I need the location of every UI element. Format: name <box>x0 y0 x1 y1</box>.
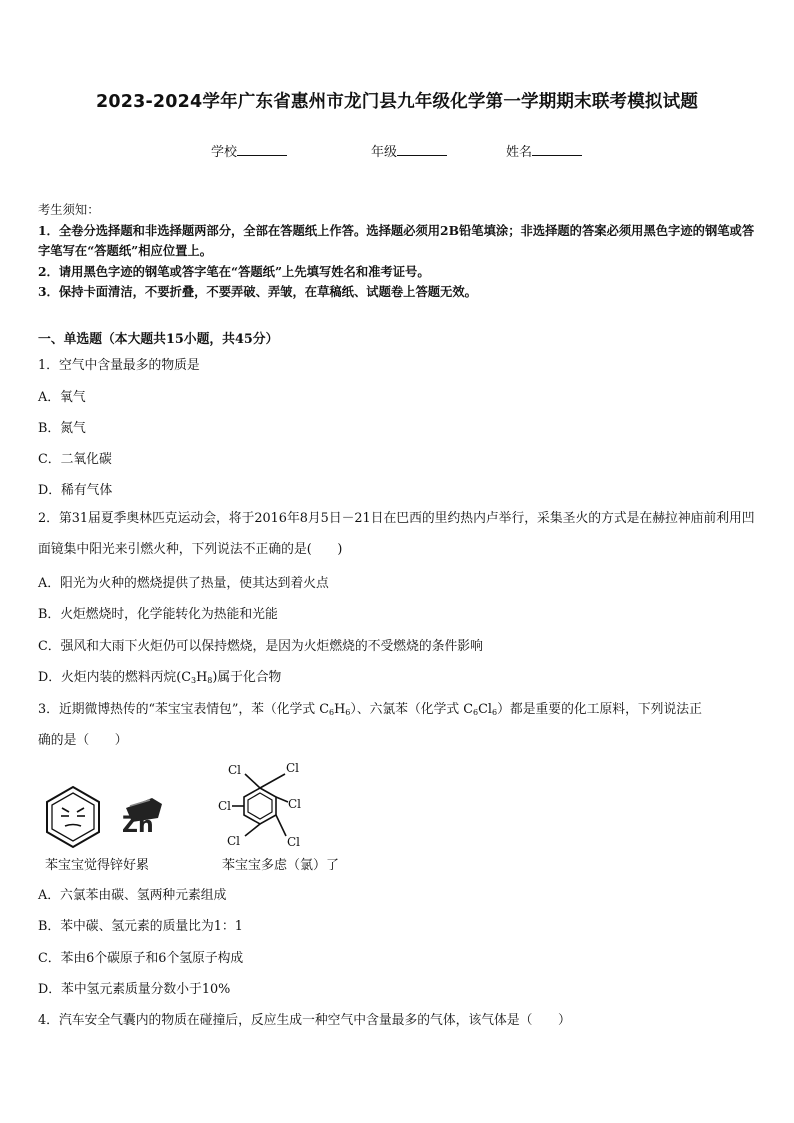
exam-title: 2023-2024学年广东省惠州市龙门县九年级化学第一学期期末联考模拟试题 <box>95 92 699 112</box>
benzene-face-icon <box>47 787 99 847</box>
question-1-stem: 1．空气中含量最多的物质是 <box>38 358 200 373</box>
notice-heading: 考生须知： <box>38 203 100 217</box>
name-label: 姓名 <box>506 145 533 160</box>
question-4-stem: 4．汽车安全气囊内的物质在碰撞后，反应生成一种空气中含量最多的气体，该气体是（ ） <box>38 1013 571 1028</box>
question-2-option-c: C．强风和大雨下火炬仍可以保持燃烧，是因为火炬燃烧的不受燃烧的条件影响 <box>38 639 483 654</box>
name-blank <box>532 143 582 156</box>
name-field <box>506 141 582 160</box>
chlorine-labels <box>218 761 301 849</box>
figure-caption-right: 苯宝宝多虑（氯）了 <box>222 858 340 873</box>
section-heading: 一、单选题（本大题共15小题，共45分） <box>38 332 279 347</box>
question-1-option-b: B．氮气 <box>38 421 86 436</box>
zinc-weight-icon <box>122 798 162 838</box>
svg-text:Cl: Cl <box>227 834 241 848</box>
question-3-stem: 3．近期微博热传的“苯宝宝表情包”，苯（化学式 $C_6H_6$）、六氯苯（化学式 $C_6Cl_6$）都是重要的化工原料，下列说法正 <box>38 702 702 717</box>
grade-blank <box>397 143 447 156</box>
question-3-option-b: B．苯中碳、氢元素的质量比为1：1 <box>38 919 243 934</box>
school-field <box>211 141 287 160</box>
question-3-option-d: D．苯中氢元素质量分数小于10% <box>38 982 231 997</box>
zn-label: Zn <box>122 813 154 838</box>
svg-text:Cl: Cl <box>286 761 300 775</box>
question-3-stem-line2: 确的是（ ） <box>38 733 128 748</box>
question-3-option-c: C．苯由6个碳原子和6个氢原子构成 <box>38 951 244 966</box>
svg-text:Cl: Cl <box>218 799 232 813</box>
question-2-option-a: A．阳光为火种的燃烧提供了热量，使其达到着火点 <box>38 576 329 591</box>
notice-item: 1．全卷分选择题和非选择题两部分，全部在答题纸上作答。选择题必须用2B铅笔填涂；非选择题的答案必须用黑色字迹的钢笔或答字笔写在“答题纸”相应位置上。 <box>38 222 755 258</box>
svg-text:Cl: Cl <box>287 835 301 849</box>
svg-text:Cl: Cl <box>228 763 242 777</box>
figure-caption-left: 苯宝宝觉得锌好累 <box>45 858 150 873</box>
notice-block <box>38 200 760 303</box>
question-2-option-d: D．火炬内装的燃料丙烷$(C_3H_8)$属于化合物 <box>38 670 282 685</box>
question-1-option-c: C．二氧化碳 <box>38 452 112 467</box>
question-3-option-a: A．六氯苯由碳、氢两种元素组成 <box>38 888 227 903</box>
question-1-option-a: A．氧气 <box>38 390 86 405</box>
grade-field <box>371 141 447 160</box>
school-label: 学校 <box>211 145 238 160</box>
notice-item: 2．请用黑色字迹的钢笔或答字笔在“答题纸”上先填写姓名和准考证号。 <box>38 263 430 279</box>
question-1-option-d: D．稀有气体 <box>38 483 113 498</box>
svg-text:Cl: Cl <box>288 797 302 811</box>
benzene-figure <box>40 760 370 878</box>
question-2-option-b: B．火炬燃烧时，化学能转化为热能和光能 <box>38 607 278 622</box>
grade-label: 年级 <box>371 145 398 160</box>
hexachlorobenzene-icon <box>232 774 288 836</box>
notice-item: 3．保持卡面清洁，不要折叠，不要弄破、弄皱，在草稿纸、试题卷上答题无效。 <box>38 284 477 299</box>
school-blank <box>237 143 287 156</box>
question-2-stem: 2．第31届夏季奥林匹克运动会，将于2016年8月5日－21日在巴西的里约热内卢举行，采集圣火的方式是在赫拉神庙前利用凹面镜集中阳光来引燃火种，下列说法不正确的是( ) <box>38 511 755 557</box>
